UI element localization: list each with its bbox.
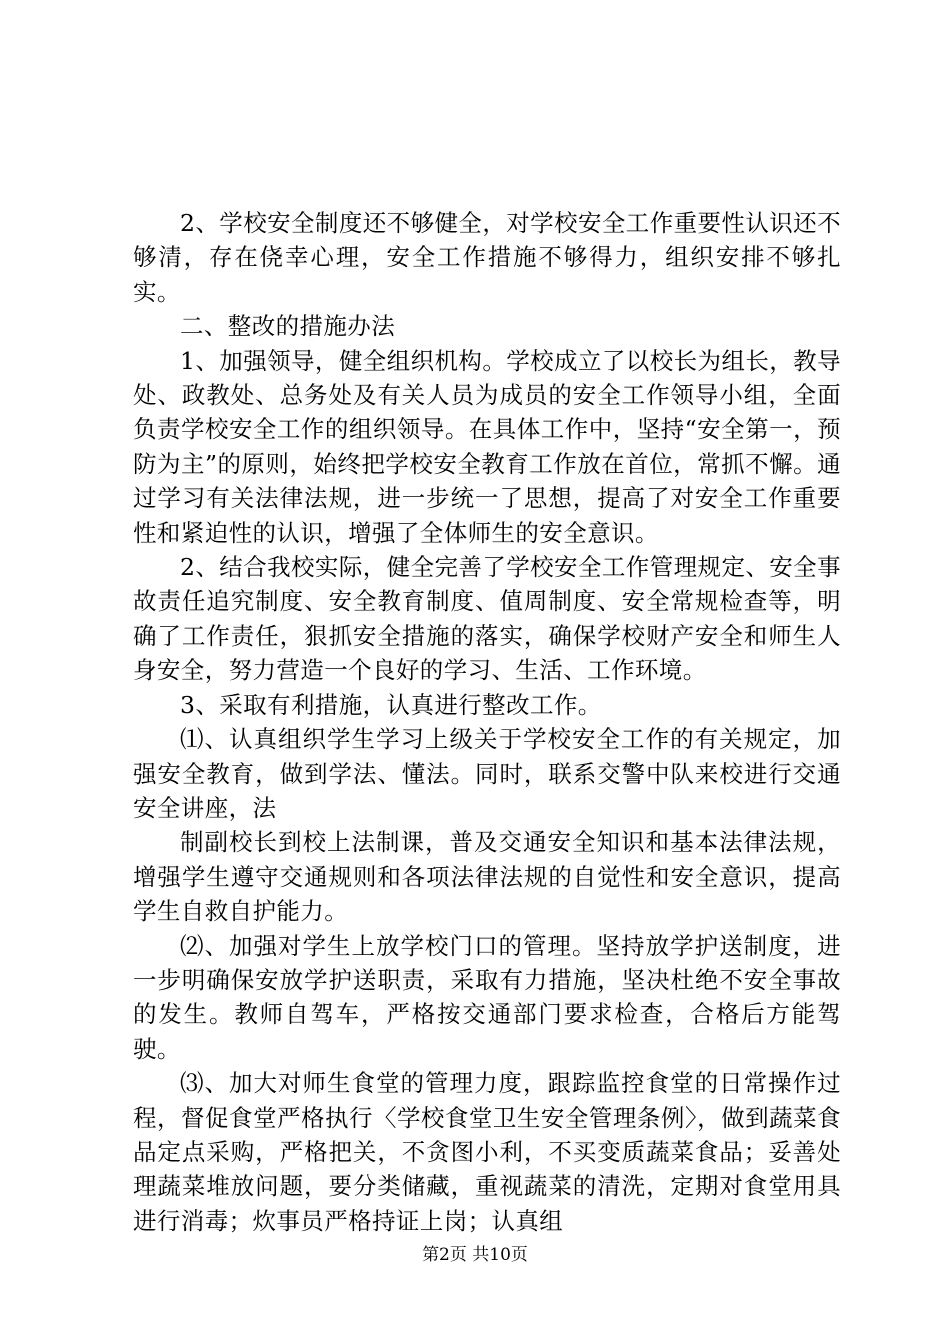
paragraph: ⑶、加大对师生食堂的管理力度，跟踪监控食堂的日常操作过程，督促食堂严格执行〈学校食堂卫生安全管理条例〉，做到蔬菜食品定点采购，严格把关，不贪图小利，不买变质蔬菜食品；妥善处理蔬菜堆放问题，要分类储藏，重视蔬菜的清洗，定期对食堂用具进行消毒；炊事员严格持证上岗；认真组	[133, 1069, 841, 1235]
paragraph: 2、学校安全制度还不够健全，对学校安全工作重要性认识还不够清，存在侥幸心理，安全工作措施不够得力，组织安排不够扎实。	[133, 209, 841, 306]
paragraph: 2、结合我校实际，健全完善了学校安全工作管理规定、安全事故责任追究制度、安全教育制度、值周制度、安全常规检查等，明确了工作责任，狠抓安全措施的落实，确保学校财产安全和师生人身安全，努力营造一个良好的学习、生活、工作环境。	[133, 553, 841, 685]
paragraph: 3、采取有利措施，认真进行整改工作。	[180, 690, 602, 719]
paragraph: 制副校长到校上法制课，普及交通安全知识和基本法律法规，增强学生遵守交通规则和各项法律法规的自觉性和安全意识，提高学生自救自护能力。	[133, 828, 841, 926]
section-heading: 二、整改的措施办法	[180, 312, 396, 341]
paragraph: ⑵、加强对学生上放学校门口的管理。坚持放学护送制度，进一步明确保安放学护送职责，采取有力措施，坚决杜绝不安全事故的发生。教师自驾车，严格按交通部门要求检查，合格后方能驾驶。	[133, 931, 841, 1063]
page-number-footer: 第2页 共10页	[422, 1245, 528, 1265]
document-body	[133, 206, 841, 1238]
paragraph: ⑴、认真组织学生学习上级关于学校安全工作的有关规定，加强安全教育，做到学法、懂法。同时，联系交警中队来校进行交通安全讲座，法	[133, 725, 841, 822]
paragraph: 1、加强领导，健全组织机构。学校成立了以校长为组长，教导处、政教处、总务处及有关人员为成员的安全工作领导小组，全面负责学校安全工作的组织领导。在具体工作中，坚持“安全第一，预防为主”的原则，始终把学校安全教育工作放在首位，常抓不懈。通过学习有关法律法规，进一步统一了思想，提高了对安全工作重要性和紧迫性的认识，增强了全体师生的安全意识。	[133, 346, 841, 547]
